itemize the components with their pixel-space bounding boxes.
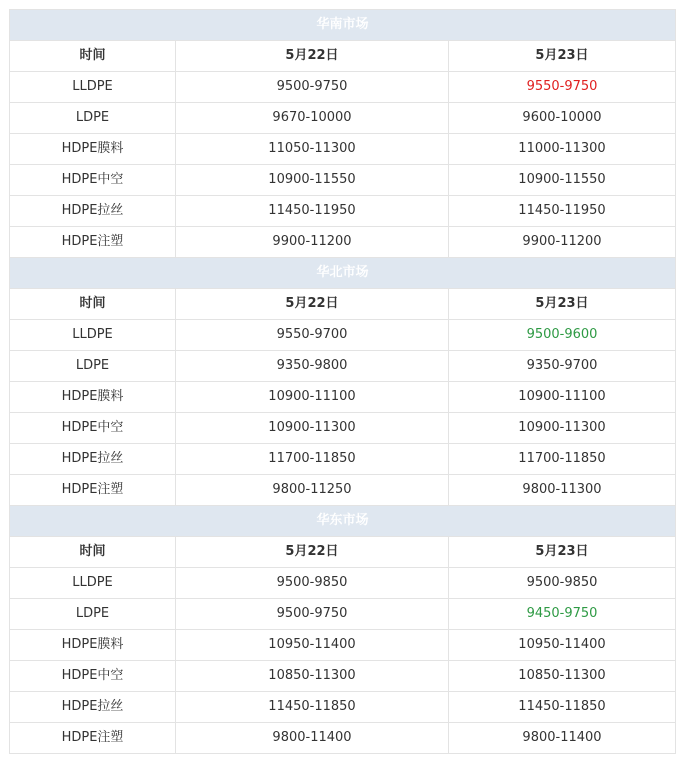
header-time: 时间 [10,289,176,320]
price-cell-d23: 11450-11850 [449,692,676,723]
product-cell: HDPE膜料 [10,134,176,165]
price-cell-d23: 11000-11300 [449,134,676,165]
table-row [10,723,676,754]
header-time: 时间 [10,537,176,568]
table-row [10,568,676,599]
table-row [10,413,676,444]
product-cell: HDPE注塑 [10,227,176,258]
section-title: 华北市场 [10,258,676,289]
price-cell-d22: 11450-11950 [176,196,449,227]
section-title: 华南市场 [10,10,676,41]
price-cell-d22: 9900-11200 [176,227,449,258]
price-cell-d23: 11450-11950 [449,196,676,227]
table-row [10,444,676,475]
section-title-row [10,258,676,289]
price-table-container [9,9,675,754]
product-cell: HDPE注塑 [10,723,176,754]
table-row [10,599,676,630]
section-title-row [10,506,676,537]
price-cell-d23: 9450-9750 [449,599,676,630]
price-cell-d23: 10950-11400 [449,630,676,661]
price-cell-d22: 9350-9800 [176,351,449,382]
table-row [10,382,676,413]
price-cell-d23: 9900-11200 [449,227,676,258]
product-cell: LLDPE [10,568,176,599]
product-cell: LLDPE [10,320,176,351]
price-cell-d22: 9670-10000 [176,103,449,134]
header-date-1: 5月22日 [176,537,449,568]
price-cell-d22: 11450-11850 [176,692,449,723]
product-cell: HDPE拉丝 [10,692,176,723]
header-row [10,41,676,72]
price-cell-d23: 9500-9850 [449,568,676,599]
section-title: 华东市场 [10,506,676,537]
price-cell-d23: 9550-9750 [449,72,676,103]
price-cell-d23: 9500-9600 [449,320,676,351]
table-row [10,351,676,382]
price-cell-d22: 10850-11300 [176,661,449,692]
product-cell: HDPE拉丝 [10,444,176,475]
table-row [10,196,676,227]
price-cell-d23: 10850-11300 [449,661,676,692]
price-cell-d23: 11700-11850 [449,444,676,475]
price-cell-d22: 10950-11400 [176,630,449,661]
price-cell-d22: 10900-11100 [176,382,449,413]
price-cell-d23: 9600-10000 [449,103,676,134]
table-row [10,320,676,351]
price-cell-d23: 9800-11400 [449,723,676,754]
price-cell-d23: 10900-11300 [449,413,676,444]
product-cell: LDPE [10,351,176,382]
product-cell: HDPE注塑 [10,475,176,506]
price-cell-d22: 9550-9700 [176,320,449,351]
header-date-1: 5月22日 [176,289,449,320]
price-cell-d22: 9500-9750 [176,72,449,103]
price-cell-d23: 10900-11550 [449,165,676,196]
product-cell: HDPE膜料 [10,630,176,661]
product-cell: HDPE拉丝 [10,196,176,227]
table-row [10,103,676,134]
product-cell: LLDPE [10,72,176,103]
header-row [10,289,676,320]
table-row [10,134,676,165]
table-row [10,630,676,661]
product-cell: LDPE [10,103,176,134]
table-row [10,692,676,723]
table-row [10,227,676,258]
product-cell: LDPE [10,599,176,630]
table-row [10,165,676,196]
table-row [10,72,676,103]
price-cell-d23: 10900-11100 [449,382,676,413]
table-row [10,661,676,692]
price-cell-d22: 9500-9750 [176,599,449,630]
product-cell: HDPE中空 [10,661,176,692]
price-cell-d23: 9800-11300 [449,475,676,506]
header-date-2: 5月23日 [449,289,676,320]
price-cell-d22: 11700-11850 [176,444,449,475]
product-cell: HDPE中空 [10,413,176,444]
price-cell-d22: 9500-9850 [176,568,449,599]
price-cell-d23: 9350-9700 [449,351,676,382]
pe-price-table [9,9,676,754]
header-time: 时间 [10,41,176,72]
header-date-2: 5月23日 [449,537,676,568]
price-cell-d22: 9800-11250 [176,475,449,506]
price-cell-d22: 11050-11300 [176,134,449,165]
header-date-2: 5月23日 [449,41,676,72]
header-row [10,537,676,568]
price-cell-d22: 9800-11400 [176,723,449,754]
table-row [10,475,676,506]
header-date-1: 5月22日 [176,41,449,72]
price-cell-d22: 10900-11300 [176,413,449,444]
price-cell-d22: 10900-11550 [176,165,449,196]
product-cell: HDPE中空 [10,165,176,196]
section-title-row [10,10,676,41]
product-cell: HDPE膜料 [10,382,176,413]
